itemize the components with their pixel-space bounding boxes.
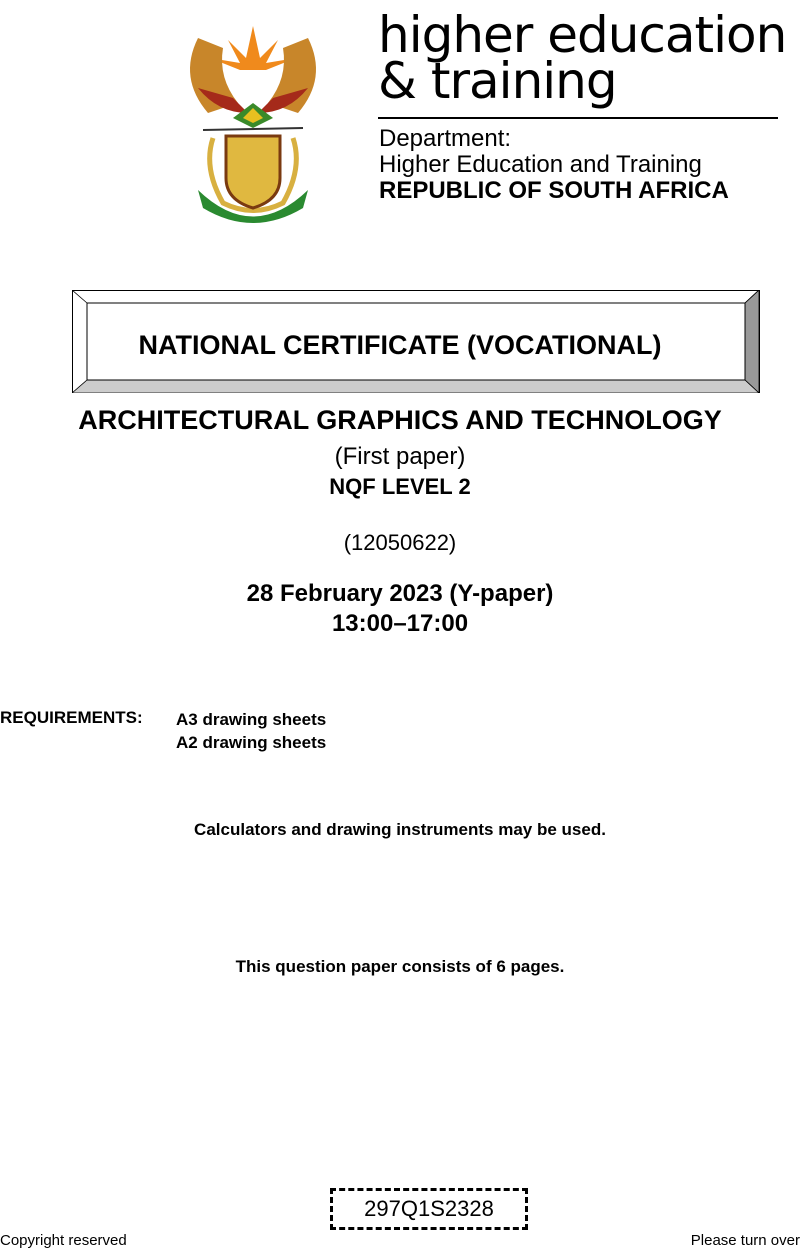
certificate-title: NATIONAL CERTIFICATE (VOCATIONAL) [138,330,662,360]
requirement-item: A3 drawing sheets [176,710,327,729]
subject-title: ARCHITECTURAL GRAPHICS AND TECHNOLOGY [78,405,722,435]
nqf-level: NQF LEVEL 2 [329,474,471,499]
logo-divider [378,117,778,119]
page-count-note: This question paper consists of 6 pages. [235,957,565,976]
exam-date: 28 February 2023 (Y-paper) [246,580,554,607]
requirements-label: REQUIREMENTS: [0,708,143,727]
department-name: Higher Education and Training [379,151,702,178]
logo-title-line1: higher education [378,6,787,64]
instruction-text: Calculators and drawing instruments may be used. [194,820,606,839]
subject-code: (12050622) [343,530,457,555]
requirement-item: A2 drawing sheets [176,733,327,752]
footer-copyright: Copyright reserved [0,1232,127,1249]
coat-of-arms-logo [178,18,328,228]
paper-code-box [330,1188,528,1230]
paper-code: 297Q1S2328 [364,1196,494,1221]
footer-turn-over: Please turn over [690,1232,800,1249]
country-name: REPUBLIC OF SOUTH AFRICA [379,177,729,204]
exam-time: 13:00–17:00 [331,610,469,637]
department-label: Department: [379,125,512,152]
requirements-list [176,708,326,754]
logo-title-line2: & training [378,52,617,110]
paper-number: (First paper) [334,443,466,470]
